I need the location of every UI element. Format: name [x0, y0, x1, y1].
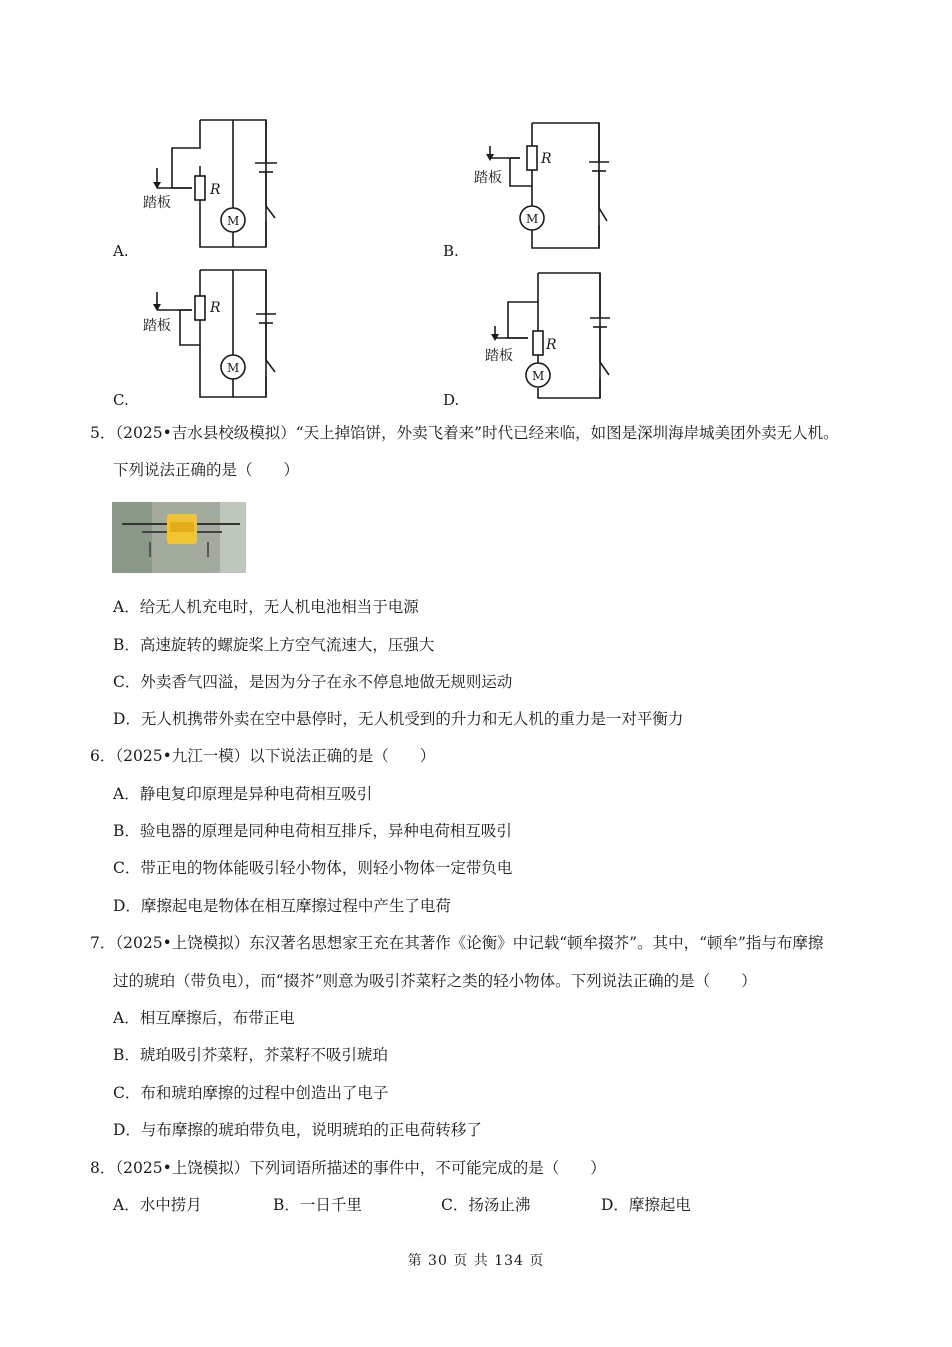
q6-option-b: B．验电器的原理是同种电荷相互排斥，异种电荷相互吸引 [113, 822, 512, 840]
pedal-label-b: 踏板 [474, 170, 502, 186]
q8-option-c: C．扬汤止沸 [441, 1196, 531, 1214]
question-source: （2025•九江一模） [115, 747, 250, 765]
drone-photo [112, 502, 246, 573]
question-5-line2: 下列说法正确的是（ ） [113, 461, 300, 479]
q8-option-b: B．一日千里 [273, 1196, 362, 1214]
q7-option-c: C．布和琥珀摩擦的过程中创造出了电子 [113, 1084, 389, 1102]
pedal-label-d: 踏板 [485, 348, 513, 364]
question-number: 8． [90, 1159, 116, 1177]
question-7-line1 [90, 933, 823, 953]
question-number: 5． [90, 424, 116, 442]
motor-label-b: M [526, 212, 539, 226]
question-stem: 东汉著名思想家王充在其著作《论衡》中记载“顿牟掇芥”。其中，“顿牟”指与布摩擦 [249, 934, 824, 952]
question-7-line2: 过的琥珀（带负电），而“掇芥”则意为吸引芥菜籽之类的轻小物体。下列说法正确的是（ ） [113, 972, 757, 990]
resistor-label-c: R [210, 300, 221, 316]
q6-option-c: C．带正电的物体能吸引轻小物体，则轻小物体一定带负电 [113, 859, 513, 877]
q5-option-d: D．无人机携带外卖在空中悬停时，无人机受到的升力和无人机的重力是一对平衡力 [113, 710, 684, 728]
q5-option-a: A．给无人机充电时，无人机电池相当于电源 [113, 598, 419, 616]
q8-option-d: D．摩擦起电 [601, 1196, 691, 1214]
q8-option-a: A．水中捞月 [113, 1196, 202, 1214]
diagram-option-c: C. [113, 391, 129, 409]
resistor-label-a: R [210, 182, 221, 198]
circuit-b [490, 123, 609, 248]
q7-option-b: B．琥珀吸引芥菜籽，芥菜籽不吸引琥珀 [113, 1046, 388, 1064]
question-number: 7． [90, 934, 116, 952]
resistor-label-d: R [546, 337, 557, 353]
q6-option-d: D．摩擦起电是物体在相互摩擦过程中产生了电荷 [113, 897, 451, 915]
question-5-line1 [90, 423, 839, 443]
circuit-c [157, 270, 276, 397]
q5-option-c: C．外卖香气四溢，是因为分子在永不停息地做无规则运动 [113, 673, 513, 691]
motor-label-a: M [227, 214, 240, 228]
q6-option-a: A．静电复印原理是异种电荷相互吸引 [113, 785, 373, 803]
question-number: 6． [90, 747, 116, 765]
question-source: （2025•吉水县校级模拟） [115, 424, 296, 442]
motor-label-d: M [532, 369, 545, 383]
question-8-line1 [90, 1158, 606, 1178]
question-stem: 下列词语所描述的事件中，不可能完成的是（ ） [249, 1159, 606, 1177]
question-stem: “天上掉馅饼，外卖飞着来”时代已经来临，如图是深圳海岸城美团外卖无人机。 [295, 424, 839, 442]
circuit-d [495, 273, 610, 398]
pedal-label-a: 踏板 [143, 195, 171, 211]
diagram-option-d: D. [443, 391, 460, 409]
question-source: （2025•上饶模拟） [115, 934, 250, 952]
diagram-option-a: A. [113, 242, 129, 260]
q5-option-b: B．高速旋转的螺旋桨上方空气流速大，压强大 [113, 636, 435, 654]
motor-label-c: M [227, 361, 240, 375]
question-6-line1 [90, 746, 435, 766]
resistor-label-b: R [541, 151, 552, 167]
circuit-diagrams [0, 0, 952, 420]
diagram-option-b: B. [443, 242, 459, 260]
q7-option-d: D．与布摩擦的琥珀带负电，说明琥珀的正电荷转移了 [113, 1121, 482, 1139]
question-stem: 以下说法正确的是（ ） [249, 747, 436, 765]
q7-option-a: A．相互摩擦后，布带正电 [113, 1009, 295, 1027]
pedal-label-c: 踏板 [143, 318, 171, 334]
page-footer: 第 30 页 共 134 页 [407, 1253, 545, 1269]
question-source: （2025•上饶模拟） [115, 1159, 250, 1177]
